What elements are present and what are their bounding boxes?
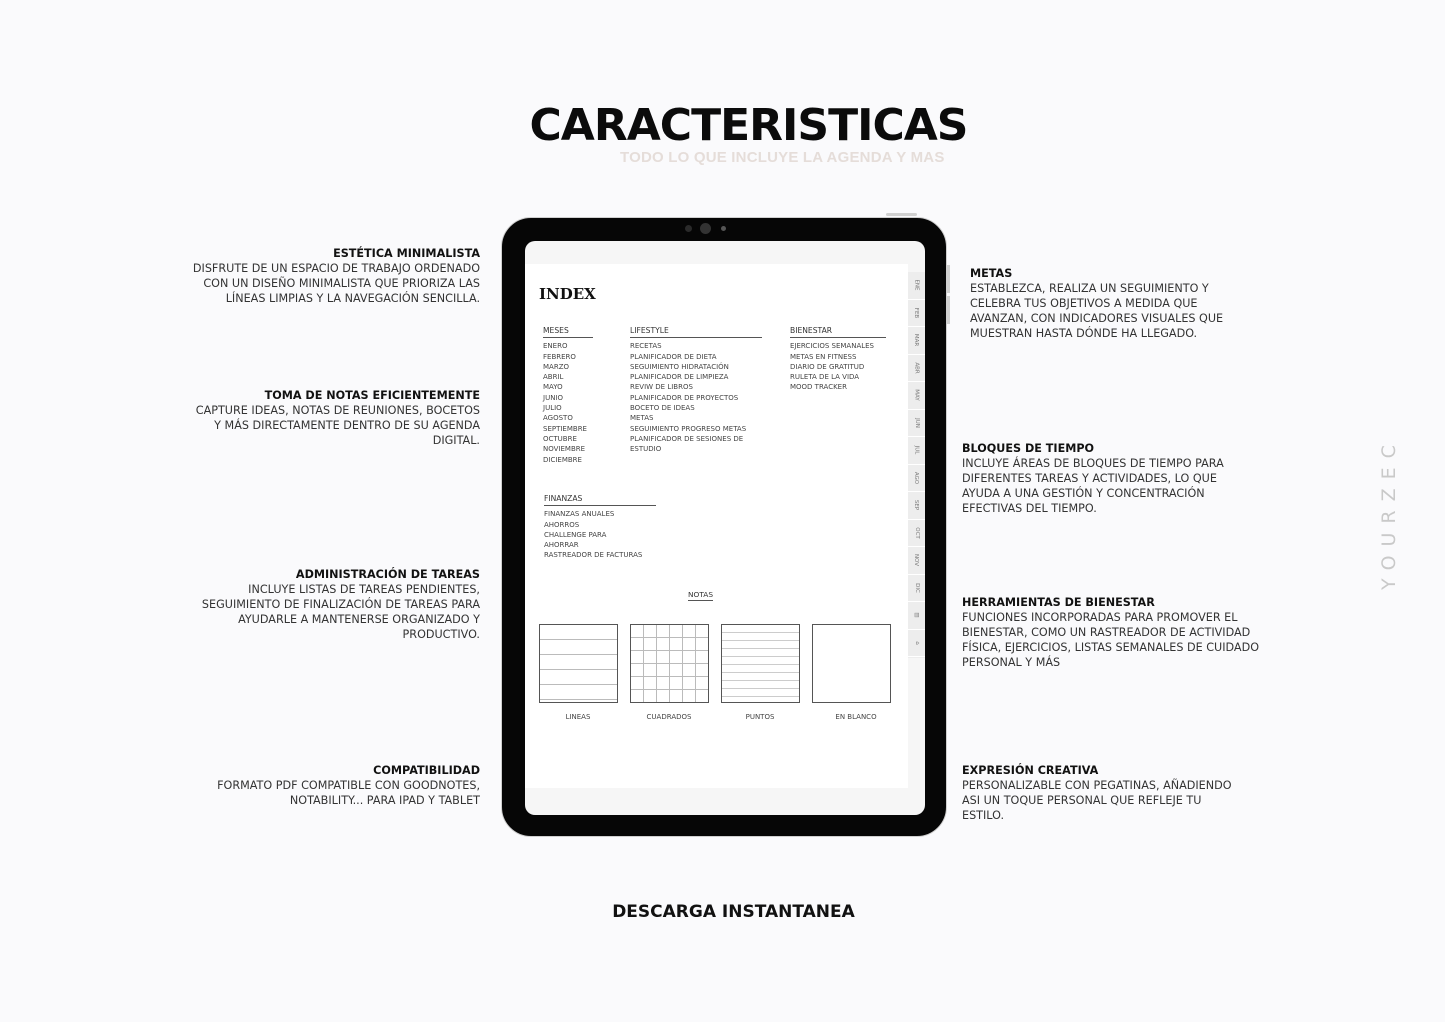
- index-link[interactable]: ABRIL: [543, 373, 564, 382]
- feature-title: HERRAMIENTAS DE BIENESTAR: [962, 596, 1155, 609]
- index-link[interactable]: MARZO: [543, 362, 569, 371]
- feature-title: COMPATIBILIDAD: [373, 764, 480, 777]
- bienestar-column: [790, 326, 886, 393]
- index-link[interactable]: ENERO: [543, 342, 568, 351]
- template-label: LINEAS: [565, 713, 591, 721]
- index-link[interactable]: METAS: [630, 414, 654, 423]
- index-title: INDEX: [539, 285, 596, 303]
- lifestyle-heading: LIFESTYLE: [630, 326, 762, 338]
- index-link[interactable]: SEPTIEMBRE: [543, 424, 587, 433]
- tablet-top-button: [886, 213, 917, 216]
- finanzas-heading: FINANZAS: [544, 494, 656, 506]
- feature-body: DISFRUTE DE UN ESPACIO DE TRABAJO ORDENADO CON UN DISEÑO MINIMALISTA QUE PRIORIZA LAS LÍNEAS LIMPIAS Y LA NAVEGACIÓN SENCILLA.: [192, 262, 480, 305]
- month-tab-label: ABR: [913, 362, 920, 374]
- month-tab[interactable]: [908, 300, 925, 328]
- index-page: [525, 264, 908, 788]
- index-link[interactable]: METAS EN FITNESS: [790, 352, 857, 361]
- index-link[interactable]: RECETAS: [630, 342, 662, 351]
- feature-body: INCLUYE ÁREAS DE BLOQUES DE TIEMPO PARA DIFERENTES TAREAS Y ACTIVIDADES, LO QUE AYUDA A UNA GESTIÓN Y CONCENTRACIÓN EFECTIVAS DEL TIEMPO.: [962, 457, 1224, 515]
- feature-body: PERSONALIZABLE CON PEGATINAS, AÑADIENDO ASI UN TOQUE PERSONAL QUE REFLEJE TU ESTILO.: [962, 779, 1232, 822]
- camera-sensor: [721, 226, 726, 231]
- month-tab[interactable]: [908, 272, 925, 300]
- bienestar-heading: BIENESTAR: [790, 326, 886, 338]
- feature-title: METAS: [970, 267, 1013, 280]
- index-link[interactable]: JULIO: [543, 404, 562, 413]
- template-dots[interactable]: [721, 624, 800, 703]
- month-tab[interactable]: [908, 437, 925, 465]
- month-tab-label: FEB: [913, 307, 920, 318]
- month-tab-label: ⌂: [913, 641, 920, 645]
- template-label: PUNTOS: [745, 713, 775, 721]
- month-tab[interactable]: [908, 327, 925, 355]
- feature-minimalist: [190, 246, 480, 306]
- index-link[interactable]: PLANIFICADOR DE PROYECTOS: [630, 393, 739, 402]
- tablet-volume-down: [947, 296, 950, 324]
- month-tab[interactable]: [908, 575, 925, 603]
- feature-body: FORMATO PDF COMPATIBLE CON GOODNOTES, NOTABILITY... PARA IPAD Y TABLET: [217, 779, 480, 807]
- month-tab[interactable]: [908, 602, 925, 630]
- month-tab-label: NOV: [913, 554, 920, 567]
- month-tab[interactable]: [908, 382, 925, 410]
- feature-compatibility: [190, 763, 480, 808]
- month-tab-label: JUL: [913, 445, 920, 455]
- feature-notes: [190, 388, 480, 448]
- month-tab-label: ENE: [913, 279, 920, 291]
- index-link[interactable]: RASTREADOR DE FACTURAS: [544, 551, 643, 560]
- template-label: CUADRADOS: [646, 713, 692, 721]
- month-tab[interactable]: [908, 465, 925, 493]
- tablet-device: [501, 217, 947, 837]
- index-link[interactable]: AHORRAR: [544, 541, 579, 550]
- template-lines[interactable]: [539, 624, 618, 703]
- month-tab-label: SEP: [913, 500, 920, 511]
- index-link[interactable]: PLANIFICADOR DE LIMPIEZA: [630, 373, 729, 382]
- index-link[interactable]: ESTUDIO: [630, 445, 662, 454]
- feature-title: ESTÉTICA MINIMALISTA: [333, 247, 480, 260]
- feature-wellness: [962, 595, 1264, 670]
- tablet-volume-up: [947, 265, 950, 293]
- month-tab[interactable]: [908, 410, 925, 438]
- month-tab-label: MAR: [913, 334, 920, 347]
- month-tab[interactable]: [908, 520, 925, 548]
- index-link[interactable]: MOOD TRACKER: [790, 383, 847, 392]
- month-tab[interactable]: [908, 355, 925, 383]
- month-tab-label: OCT: [913, 526, 920, 539]
- index-link[interactable]: AHORROS: [544, 520, 580, 529]
- index-link[interactable]: PLANIFICADOR DE SESIONES DE: [630, 434, 744, 443]
- feature-title: ADMINISTRACIÓN DE TAREAS: [295, 568, 480, 581]
- index-link[interactable]: JUNIO: [543, 393, 563, 402]
- download-label: DESCARGA INSTANTANEA: [612, 902, 855, 922]
- index-link[interactable]: NOVIEMBRE: [543, 445, 586, 454]
- finanzas-column: [544, 494, 656, 561]
- index-link[interactable]: CHALLENGE PARA: [544, 530, 607, 539]
- month-tab[interactable]: [908, 547, 925, 575]
- meses-heading: MESES: [543, 326, 593, 338]
- page-title: CARACTERISTICAS: [529, 100, 968, 151]
- month-tab-label: DIC: [913, 582, 920, 593]
- month-tab-label: JUN: [913, 417, 920, 428]
- month-tabs: [908, 272, 925, 658]
- camera-dot: [685, 225, 692, 232]
- month-tab-label: ▤: [913, 612, 920, 618]
- index-link[interactable]: REVIW DE LIBROS: [630, 383, 693, 392]
- feature-goals: [970, 266, 1250, 341]
- feature-body: FUNCIONES INCORPORADAS PARA PROMOVER EL BIENESTAR, COMO UN RASTREADOR DE ACTIVIDAD FÍSICA, EJERCICIOS, LISTAS SEMANALES DE CUIDADO PERSONAL Y MÁS: [962, 611, 1260, 669]
- feature-body: CAPTURE IDEAS, NOTAS DE REUNIONES, BOCETOS Y MÁS DIRECTAMENTE DENTRO DE SU AGENDA DIGITAL.: [195, 404, 480, 447]
- template-blank[interactable]: [812, 624, 891, 703]
- feature-body: INCLUYE LISTAS DE TAREAS PENDIENTES, SEGUIMIENTO DE FINALIZACIÓN DE TAREAS PARA AYUDARLE A MANTENERSE ORGANIZADO Y PRODUCTIVO.: [201, 583, 480, 641]
- month-tab-label: MAY: [913, 389, 920, 401]
- index-link[interactable]: SEGUIMIENTO HIDRATACIÓN: [630, 362, 729, 371]
- index-link[interactable]: FEBRERO: [543, 352, 576, 361]
- index-link[interactable]: DIARIO DE GRATITUD: [790, 362, 865, 371]
- month-tab[interactable]: [908, 630, 925, 658]
- feature-title: TOMA DE NOTAS EFICIENTEMENTE: [264, 389, 480, 402]
- tablet-screen: [525, 241, 925, 815]
- index-link[interactable]: BOCETO DE IDEAS: [630, 404, 695, 413]
- feature-title: BLOQUES DE TIEMPO: [962, 442, 1095, 455]
- brand-watermark: YOURZEC: [1378, 436, 1400, 590]
- index-link[interactable]: DICIEMBRE: [543, 455, 582, 464]
- feature-tasks: [190, 567, 480, 642]
- notas-heading: NOTAS: [688, 590, 714, 599]
- lifestyle-column: [630, 326, 762, 455]
- feature-time-blocks: [962, 441, 1252, 516]
- index-link[interactable]: RULETA DE LA VIDA: [790, 373, 860, 382]
- page-subtitle: TODO LO QUE INCLUYE LA AGENDA Y MAS: [620, 149, 945, 166]
- feature-title: EXPRESIÓN CREATIVA: [962, 764, 1099, 777]
- index-link[interactable]: SEGUIMIENTO PROGRESO METAS: [630, 424, 747, 433]
- template-label: EN BLANCO: [835, 713, 877, 721]
- meses-column: [543, 326, 593, 465]
- index-link[interactable]: MAYO: [543, 383, 563, 392]
- camera-lens: [700, 223, 711, 234]
- index-link[interactable]: EJERCICIOS SEMANALES: [790, 342, 874, 351]
- index-link[interactable]: PLANIFICADOR DE DIETA: [630, 352, 717, 361]
- template-grid[interactable]: [630, 624, 709, 703]
- feature-body: ESTABLEZCA, REALIZA UN SEGUIMIENTO Y CELEBRA TUS OBJETIVOS A MEDIDA QUE AVANZAN, CON INDICADORES VISUALES QUE MUESTRAN HASTA DÓNDE HA LLEGADO.: [970, 282, 1224, 340]
- feature-creative: [962, 763, 1242, 823]
- month-tab[interactable]: [908, 492, 925, 520]
- index-link[interactable]: FINANZAS ANUALES: [544, 510, 615, 519]
- month-tab-label: AGO: [913, 471, 920, 484]
- index-link[interactable]: AGOSTO: [543, 414, 573, 423]
- index-link[interactable]: OCTUBRE: [543, 434, 577, 443]
